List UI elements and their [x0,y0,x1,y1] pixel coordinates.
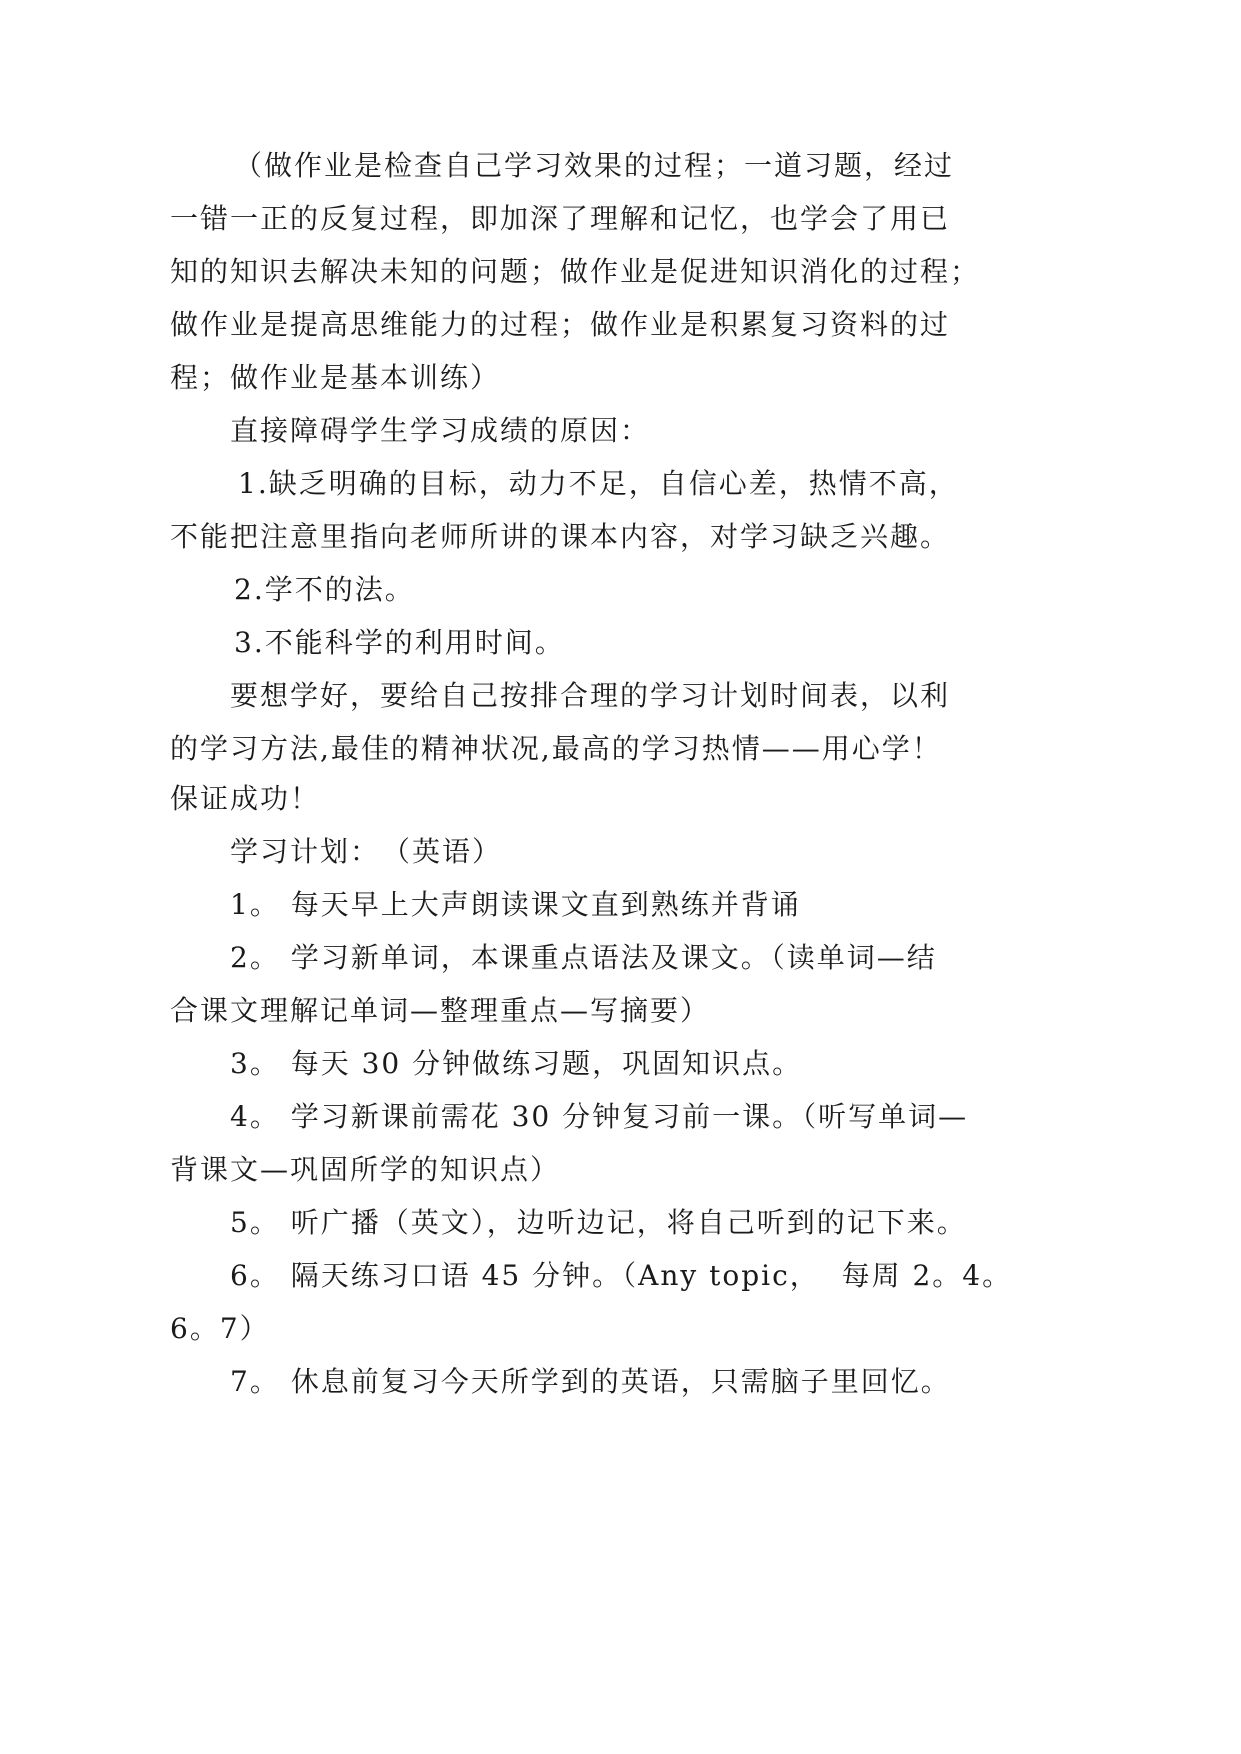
paragraph-line-5: 程；做作业是基本训练） [170,361,501,394]
paragraph-line-19: 4。 学习新课前需花 30 分钟复习前一课。（听写单词— [230,1100,969,1133]
paragraph-line-16: 2。 学习新单词，本课重点语法及课文。（读单词—结 [230,941,937,974]
paragraph-line-14: 学习计划： （英语） [230,835,503,868]
paragraph-line-3: 知的知识去解决未知的问题；做作业是促进知识消化的过程； [170,255,981,288]
paragraph-line-18: 3。 每天 30 分钟做练习题，巩固知识点。 [230,1047,803,1080]
paragraph-line-20: 背课文—巩固所学的知识点） [170,1153,561,1186]
paragraph-line-17: 合课文理解记单词—整理重点—写摘要） [170,994,711,1027]
paragraph-line-10: 3.不能科学的利用时间。 [234,626,565,659]
paragraph-line-4: 做作业是提高思维能力的过程；做作业是积累复习资料的过 [170,308,951,341]
paragraph-line-24: 7。 休息前复习今天所学到的英语，只需脑子里回忆。 [230,1365,951,1398]
paragraph-line-22: 6。 隔天练习口语 45 分钟。（Any topic， 每周 2。4。 [230,1259,1013,1292]
paragraph-line-6: 直接障碍学生学习成绩的原因： [230,414,651,447]
paragraph-line-23: 6。7） [170,1312,270,1345]
paragraph-line-12: 的学习方法,最佳的精神状况,最高的学习热情——用心学！ [170,732,942,765]
paragraph-line-21: 5。 听广播（英文），边听边记，将自己听到的记下来。 [230,1206,967,1239]
paragraph-line-7: 1.缺乏明确的目标，动力不足，自信心差，热情不高， [238,467,959,500]
paragraph-line-15: 1。 每天早上大声朗读课文直到熟练并背诵 [230,888,801,921]
paragraph-line-1: （做作业是检查自己学习效果的过程；一道习题，经过 [234,149,955,182]
paragraph-line-9: 2.学不的法。 [234,573,415,606]
paragraph-line-8: 不能把注意里指向老师所讲的课本内容，对学习缺乏兴趣。 [170,520,951,553]
paragraph-line-2: 一错一正的反复过程，即加深了理解和记忆，也学会了用已 [170,202,951,235]
paragraph-line-13: 保证成功！ [170,782,321,815]
paragraph-line-11: 要想学好，要给自己按排合理的学习计划时间表，以利 [230,679,951,712]
